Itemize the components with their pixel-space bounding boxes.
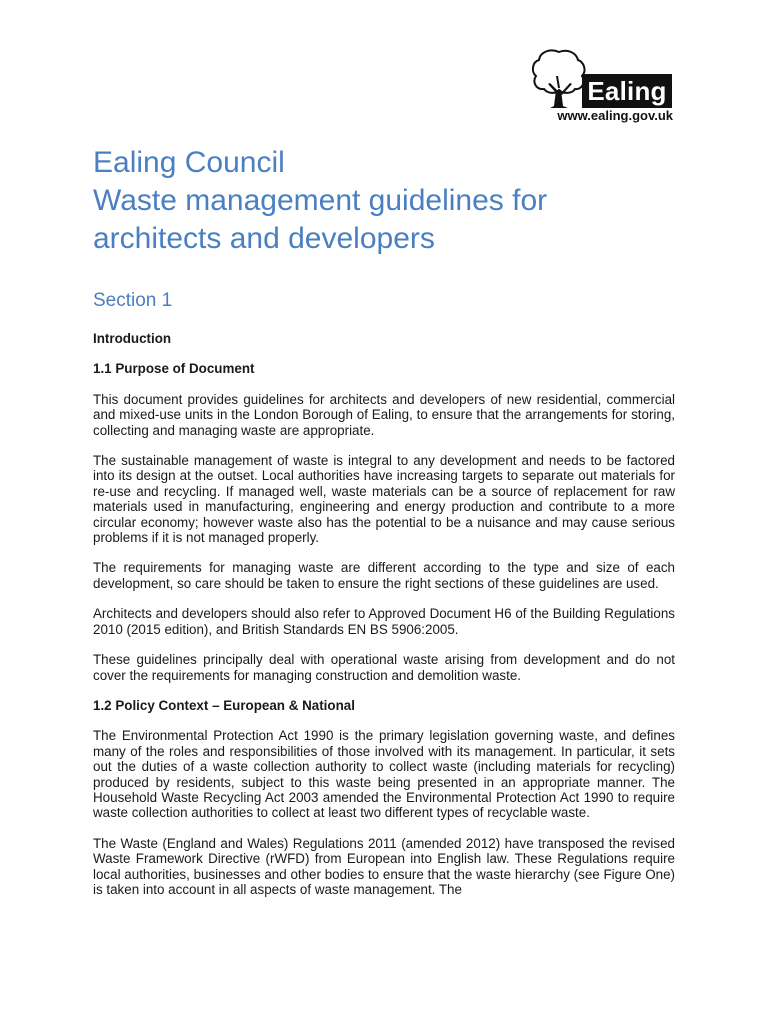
paragraph: The Waste (England and Wales) Regulations 2011 (amended 2012) have transposed the revised Waste Framework Directive (rWFD) from European into English law. These Regulations require local authorities, businesses and other bodies to ensure that the waste hierarchy (see Figure One) is taken into account in all aspects of waste management. The: [93, 835, 675, 897]
logo-wordmark: Ealing: [582, 74, 672, 108]
paragraph: The sustainable management of waste is integral to any development and needs to be factored into its design at the outset. Local authorities have increasing targets to separate out materials for re-use and recycling. If managed well, waste materials can be a source of replacement for raw materials used in manufacturing, engineering and energy production and contribute to a more circular economy; however waste also has the potential to be a nuisance and may cause serious problems if it is not managed properly.: [93, 453, 675, 546]
policy-heading: 1.2 Policy Context – European & National: [93, 697, 355, 713]
paragraph: The Environmental Protection Act 1990 is the primary legislation governing waste, and defines many of the roles and responsibilities of those involved with its management. In particular, it sets out the duties of a waste collection authority to collect waste (including materials for recycling) produced by residents, subject to this waste being presented in an appropriate manner. The Household Waste Recycling Act 2003 amended the Environmental Protection Act 1990 to require waste collection authorities to collect at least two different types of recyclable waste.: [93, 728, 675, 821]
paragraph: The requirements for managing waste are different according to the type and size of each development, so care should be taken to ensure the right sections of these guidelines are used.: [93, 560, 675, 591]
paragraph: These guidelines principally deal with operational waste arising from development and do not cover the requirements for managing construction and demolition waste.: [93, 652, 675, 683]
website-url: www.ealing.gov.uk: [557, 108, 673, 123]
oak-tree-icon: [530, 46, 588, 110]
document-body: [93, 331, 675, 912]
title-line: Ealing Council: [93, 146, 285, 179]
title-line: architects and developers: [93, 222, 435, 255]
introduction-heading: Introduction: [93, 331, 172, 346]
paragraph: This document provides guidelines for architects and developers of new residential, commercial and mixed-use units in the London Borough of Ealing, to ensure that the arrangements for storing, collecting and managing waste are appropriate.: [93, 391, 675, 438]
document-title: [93, 144, 713, 258]
section-label: Section 1: [93, 290, 173, 311]
paragraph: Architects and developers should also refer to Approved Document H6 of the Building Regulations 2010 (2015 edition), and British Standards EN BS 5906:2005.: [93, 606, 675, 637]
ealing-logo: [530, 42, 675, 127]
title-line: Waste management guidelines for: [93, 184, 548, 217]
purpose-heading: 1.1 Purpose of Document: [93, 361, 255, 377]
